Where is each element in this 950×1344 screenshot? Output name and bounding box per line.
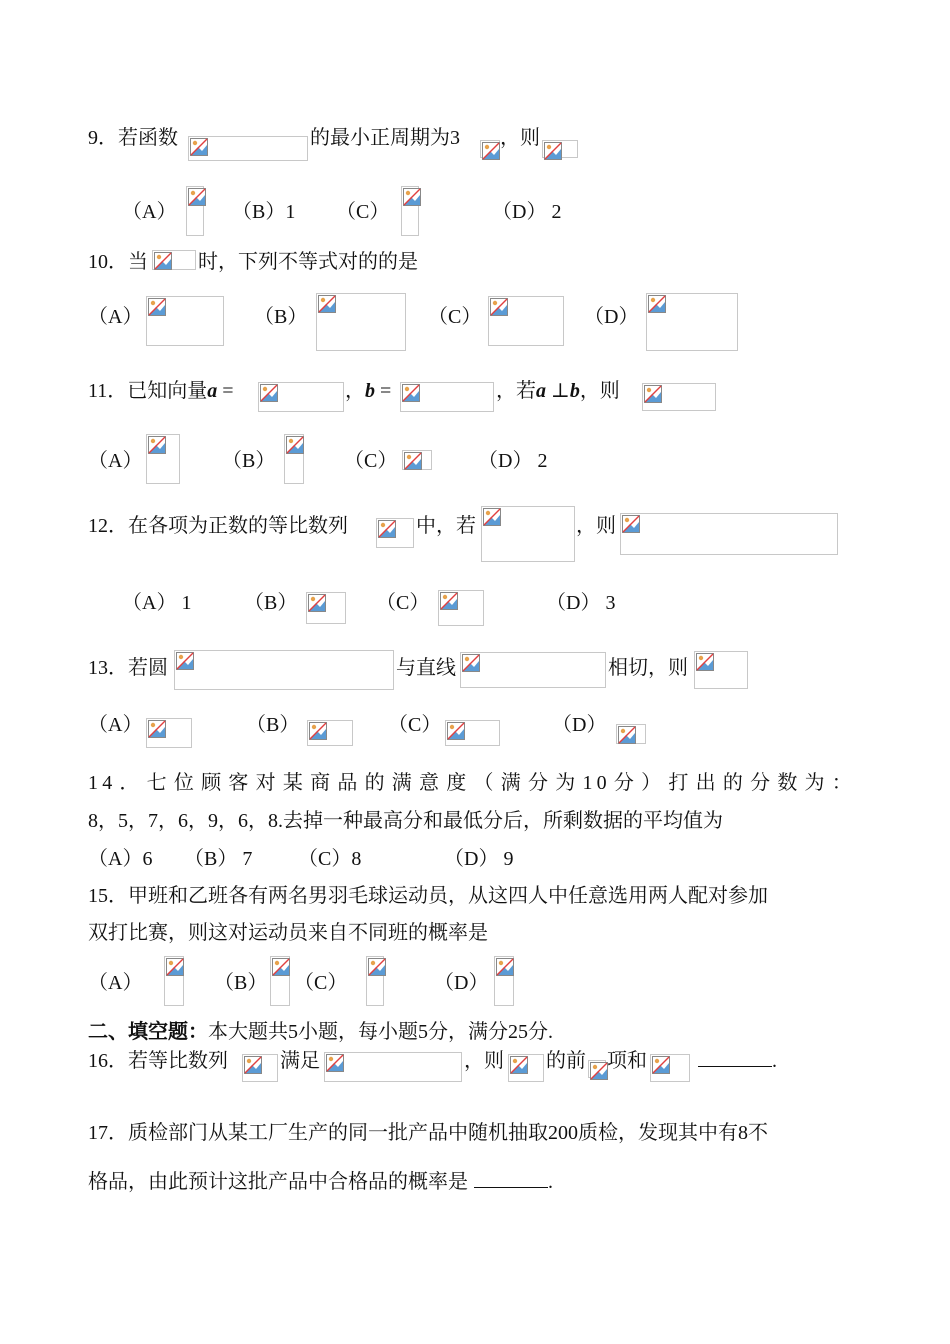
q9-stem-a: 9．若函数 bbox=[88, 127, 178, 149]
q10-stem-a: 10．当 bbox=[88, 251, 148, 273]
option-image bbox=[146, 718, 192, 748]
q12-stem-a: 12．在各项为正数的等比数列 bbox=[88, 515, 348, 537]
broken-image-icon bbox=[244, 1056, 262, 1074]
q10-stem-b: 时，下列不等式对的的是 bbox=[198, 251, 418, 273]
broken-image-icon bbox=[148, 298, 166, 316]
option-image bbox=[445, 720, 500, 746]
q14-option-a: （A）6 bbox=[88, 848, 153, 870]
option-image bbox=[307, 720, 353, 746]
formula-image bbox=[152, 250, 196, 270]
q13-stem-b: 与直线 bbox=[396, 657, 456, 679]
q11-stem: 11．已知向量a = bbox=[88, 380, 234, 402]
option-image bbox=[438, 590, 484, 626]
vector-b: b bbox=[365, 380, 375, 402]
formula-image bbox=[694, 651, 748, 689]
vector-a: a bbox=[207, 380, 218, 402]
q15-option-a: （A） bbox=[88, 972, 143, 994]
option-image bbox=[494, 956, 514, 1006]
q10-option-a: （A） bbox=[88, 306, 143, 328]
q15-option-b: （B） bbox=[214, 972, 268, 994]
broken-image-icon bbox=[166, 958, 184, 976]
formula-image bbox=[376, 518, 414, 548]
broken-image-icon bbox=[402, 384, 420, 402]
broken-image-icon bbox=[378, 520, 396, 538]
q14-line1: 14．七位顾客对某商品的满意度（满分为10分）打出的分数为： bbox=[88, 772, 856, 794]
q13-option-d: （D） bbox=[552, 714, 607, 736]
q13-option-a: （A） bbox=[88, 714, 143, 736]
option-image bbox=[186, 186, 204, 236]
q12-option-a: （A） 1 bbox=[122, 592, 192, 614]
q11-stem-c: ，若a ⊥b，则 bbox=[496, 380, 620, 402]
q9-stem-b: 的最小正周期为3 bbox=[310, 127, 460, 149]
q16-stem-a: 16．若等比数列 bbox=[88, 1050, 228, 1072]
broken-image-icon bbox=[326, 1054, 344, 1072]
formula-image bbox=[588, 1060, 606, 1078]
broken-image-icon bbox=[148, 720, 166, 738]
broken-image-icon bbox=[308, 594, 326, 612]
q15-line2: 双打比赛，则这对运动员来自不同班的概率是 bbox=[88, 922, 488, 944]
q15-option-d: （D） bbox=[434, 972, 489, 994]
broken-image-icon bbox=[648, 295, 666, 313]
option-image bbox=[146, 296, 224, 346]
q16-stem-b: 满足 bbox=[280, 1050, 320, 1072]
broken-image-icon bbox=[176, 652, 194, 670]
broken-image-icon bbox=[618, 726, 636, 744]
formula-image bbox=[242, 1054, 278, 1082]
broken-image-icon bbox=[154, 252, 172, 270]
broken-image-icon bbox=[696, 653, 714, 671]
q13-stem-a: 13．若圆 bbox=[88, 657, 168, 679]
option-image bbox=[401, 186, 419, 236]
option-image bbox=[164, 956, 184, 1006]
option-image bbox=[146, 434, 180, 484]
q16-stem-d: 的前 bbox=[546, 1050, 586, 1072]
q9-option-b: （B）1 bbox=[232, 201, 296, 223]
broken-image-icon bbox=[318, 295, 336, 313]
q13-stem-c: 相切，则 bbox=[608, 657, 688, 679]
q14-line2: 8，5，7，6，9，6，8.去掉一种最高分和最低分后，所剩数据的平均值为 bbox=[88, 810, 723, 832]
broken-image-icon bbox=[309, 722, 327, 740]
q16-stem-e: 项和 bbox=[607, 1050, 647, 1072]
broken-image-icon bbox=[482, 142, 500, 160]
broken-image-icon bbox=[368, 958, 386, 976]
broken-image-icon bbox=[544, 142, 562, 160]
q11-option-d: （D） 2 bbox=[478, 450, 548, 472]
broken-image-icon bbox=[260, 384, 278, 402]
broken-image-icon bbox=[652, 1056, 670, 1074]
q11-option-b: （B） bbox=[222, 450, 276, 472]
q11-stem-b: ，b = bbox=[345, 380, 392, 402]
broken-image-icon bbox=[462, 654, 480, 672]
formula-image bbox=[650, 1054, 690, 1082]
formula-image bbox=[324, 1052, 462, 1082]
q14-option-b: （B） 7 bbox=[184, 848, 253, 870]
formula-image bbox=[642, 383, 716, 411]
formula-image bbox=[460, 652, 606, 688]
broken-image-icon bbox=[490, 298, 508, 316]
option-image bbox=[366, 956, 384, 1006]
q9-option-d: （D） 2 bbox=[492, 201, 562, 223]
broken-image-icon bbox=[190, 138, 208, 156]
q16-stem-c: ，则 bbox=[464, 1050, 504, 1072]
q10-option-b: （B） bbox=[254, 306, 308, 328]
formula-image bbox=[258, 382, 344, 412]
broken-image-icon bbox=[590, 1062, 608, 1080]
formula-image bbox=[542, 140, 578, 158]
q10-option-c: （C） bbox=[428, 306, 482, 328]
q12-option-d: （D） 3 bbox=[546, 592, 616, 614]
broken-image-icon bbox=[644, 385, 662, 403]
broken-image-icon bbox=[286, 436, 304, 454]
broken-image-icon bbox=[483, 508, 501, 526]
q17-answer-blank[interactable] bbox=[474, 1169, 548, 1188]
option-image bbox=[316, 293, 406, 351]
formula-image bbox=[188, 136, 308, 161]
q17-line1: 17．质检部门从某工厂生产的同一批产品中随机抽取200质检，发现其中有8不 bbox=[88, 1122, 768, 1144]
q9-stem-c: ，则 bbox=[500, 127, 540, 149]
broken-image-icon bbox=[404, 452, 422, 470]
broken-image-icon bbox=[188, 188, 206, 206]
formula-image bbox=[400, 382, 494, 412]
q11-option-c: （C） bbox=[344, 450, 398, 472]
q15-option-c: （C） bbox=[294, 972, 348, 994]
q9-option-c: （C） bbox=[336, 201, 390, 223]
option-image bbox=[488, 296, 564, 346]
broken-image-icon bbox=[403, 188, 421, 206]
q12-option-b: （B） bbox=[244, 592, 298, 614]
formula-image bbox=[480, 140, 500, 158]
option-image bbox=[616, 724, 646, 744]
broken-image-icon bbox=[496, 958, 514, 976]
broken-image-icon bbox=[447, 722, 465, 740]
q13-option-b: （B） bbox=[246, 714, 300, 736]
broken-image-icon bbox=[622, 515, 640, 533]
q13-option-c: （C） bbox=[388, 714, 442, 736]
q14-option-c: （C）8 bbox=[298, 848, 362, 870]
q9-option-a: （A） bbox=[122, 201, 177, 223]
q15-line1: 15．甲班和乙班各有两名男羽毛球运动员，从这四人中任意选用两人配对参加 bbox=[88, 885, 768, 907]
formula-image bbox=[174, 650, 394, 690]
broken-image-icon bbox=[440, 592, 458, 610]
broken-image-icon bbox=[510, 1056, 528, 1074]
q14-option-d: （D） 9 bbox=[444, 848, 514, 870]
option-image bbox=[646, 293, 738, 351]
broken-image-icon bbox=[148, 436, 166, 454]
q10-option-d: （D） bbox=[584, 306, 639, 328]
option-image bbox=[402, 450, 432, 470]
option-image bbox=[284, 434, 304, 484]
formula-image bbox=[508, 1054, 544, 1082]
q12-stem-c: ，则 bbox=[576, 515, 616, 537]
section2-heading: 二、填空题：本大题共5小题，每小题5分，满分25分. bbox=[88, 1021, 553, 1043]
broken-image-icon bbox=[272, 958, 290, 976]
q16-answer-blank[interactable]: . bbox=[698, 1048, 777, 1074]
q17-line2: 格品，由此预计这批产品中合格品的概率是 . bbox=[88, 1171, 553, 1193]
q12-stem-b: 中，若 bbox=[416, 515, 476, 537]
option-image bbox=[270, 956, 290, 1006]
formula-image bbox=[620, 513, 838, 555]
q11-option-a: （A） bbox=[88, 450, 143, 472]
option-image bbox=[306, 592, 346, 624]
q12-option-c: （C） bbox=[376, 592, 430, 614]
formula-image bbox=[481, 506, 575, 562]
